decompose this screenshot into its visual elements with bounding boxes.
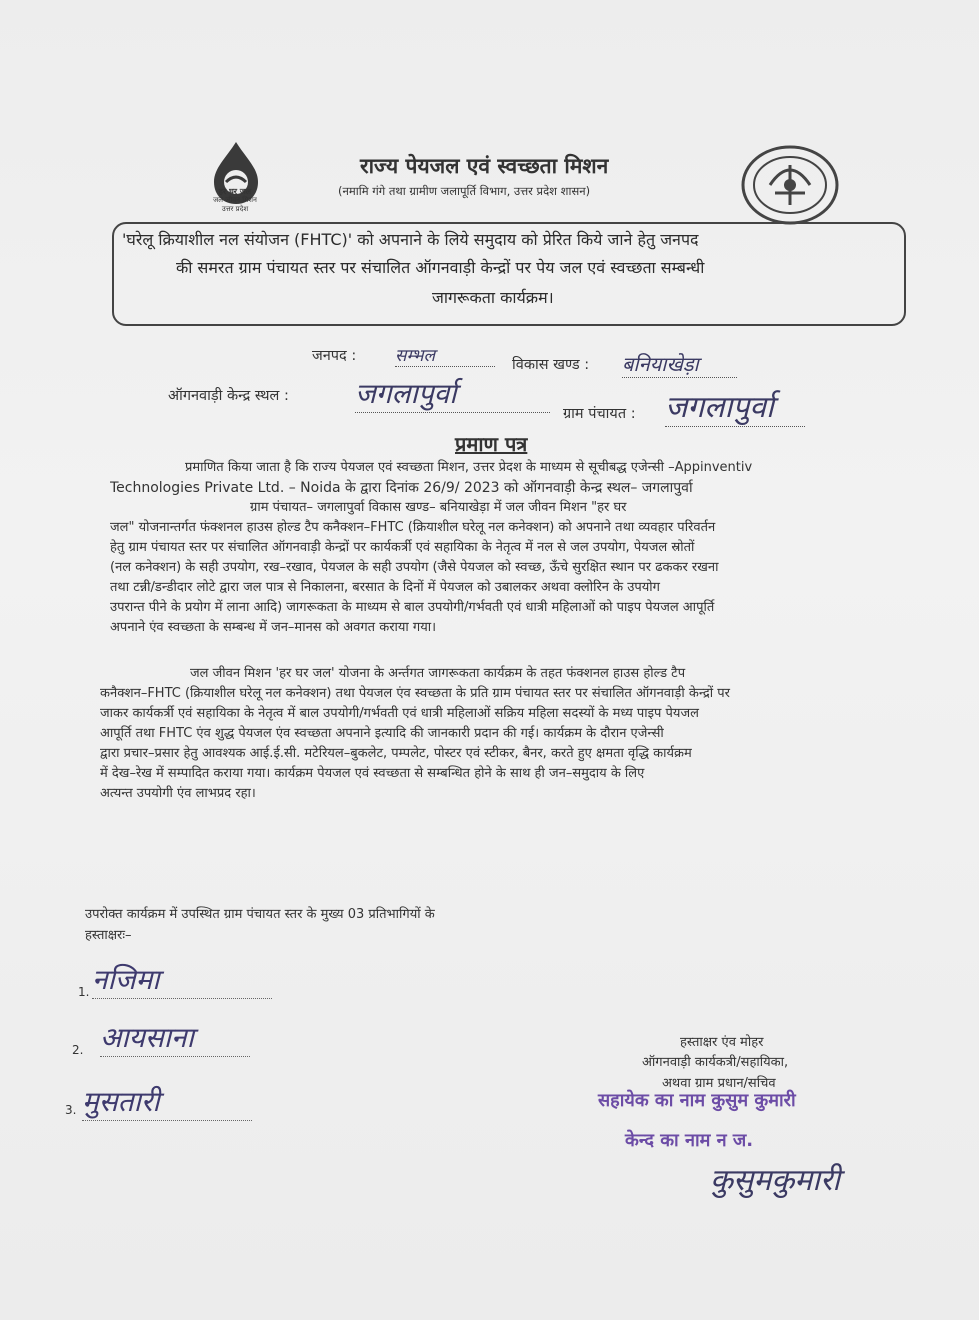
- program-title-line-1: 'घरेलू क्रियाशील नल संयोजन (FHTC)' को अपनाने के लिये समुदाय को प्रेरित किये जाने हेतु जनपद: [122, 230, 699, 249]
- certificate-paragraph-1: [110, 458, 905, 638]
- paragraph-1-line: अपनाने एंव स्वच्छता के सम्बन्ध में जन–मानस को अवगत कराया गया।: [110, 620, 437, 635]
- logo-caption-1: हर घर जल: [218, 187, 252, 196]
- paragraph-2-line: अत्यन्त उपयोगी एंव लाभप्रद रहा।: [100, 786, 256, 801]
- gram-panchayat-label: ग्राम पंचायत :: [563, 406, 636, 422]
- stamp-line-2: केन्द का नाम न ज.: [625, 1130, 754, 1151]
- paragraph-1-line: (नल कनेक्शन) के सही उपयोग, रख–रखाव, पेयजल के सही उपयोग (जैसे पेयजल को स्वच्छ, ऊँचे सुरक्षित स्थान पर ढककर रखना: [110, 560, 719, 575]
- department-subtitle: (नमामि गंगे तथा ग्रामीण जलापूर्ति विभाग, उत्तर प्रदेश शासन): [338, 184, 591, 198]
- logo-caption-2: जल जीवन मिशन: [213, 196, 257, 204]
- paragraph-1-line: तथा टन्नी/डन्डीदार लोटे द्वारा जल पात्र से निकालना, बरसात के दिनों में पेयजल को उबालकर अथवा क्लोरिन के उपयोग: [110, 580, 660, 595]
- signature-number: 3.: [65, 1103, 77, 1117]
- paragraph-2-line: कनैक्शन–FHTC (क्रियाशील घरेलू नल कनेक्शन) तथा पेयजल एंव स्वच्छता के प्रति ग्राम पंचायत स्तर पर संचालित ऑगनवाड़ी केन्द्रों पर: [100, 686, 730, 701]
- paragraph-1-line: उपरान्त पीने के प्रयोग में लाना आदि) जागरूकता के माध्यम से बाल उपयोगी/गर्भवती एवं धात्री महिलाओं को पाइप पेयजल आपूर्ति: [110, 600, 715, 615]
- paragraph-1-line: हेतु ग्राम पंचायत स्तर पर संचालित ऑगनवाड़ी केन्द्रों पर कार्यकर्त्री एवं सहायिका के नेतृत्व में नल से जल उपयोग, पेयजल स्रोतों: [110, 540, 695, 555]
- paragraph-1-line: जल" योजनान्तर्गत फंक्शनल हाउस होल्ड टैप कनैक्शन–FHTC (क्रियाशील घरेलू नल कनेक्शन) को अपनाने तथा व्यवहार परिवर्तन: [110, 520, 716, 535]
- logo-caption-3: उत्तर प्रदेश: [221, 205, 249, 213]
- program-title-line-3: जागरूकता कार्यक्रम।: [432, 288, 554, 307]
- anganwadi-label: ऑगनवाड़ी केन्द्र स्थल :: [168, 388, 289, 404]
- signatures-intro-line-1: उपरोक्त कार्यक्रम में उपस्थित ग्राम पंचायत स्तर के मुख्य 03 प्रतिभागियों के: [85, 907, 435, 922]
- participant-signature-1: नजिमा: [92, 960, 272, 999]
- certificate-heading: प्रमाण पत्र: [455, 432, 528, 456]
- signatory-line-2: ऑगनवाड़ी कार्यकत्री/सहायिका,: [642, 1055, 789, 1070]
- program-title-box: [112, 222, 906, 326]
- uttar-pradesh-seal-emblem: [740, 145, 840, 225]
- paragraph-2-line: जल जीवन मिशन 'हर घर जल' योजना के अर्न्तगत जागरूकता कार्यक्रम के तहत फंक्शनल हाउस होल्ड टैप: [190, 666, 686, 681]
- janpad-value: सम्भल: [395, 343, 495, 367]
- signatory-line-3: अथवा ग्राम प्रधान/सचिव: [662, 1076, 776, 1091]
- department-title: राज्य पेयजल एवं स्वच्छता मिशन: [360, 154, 609, 178]
- paragraph-2-line: द्वारा प्रचार–प्रसार हेतु आवश्यक आई.ई.सी. मटेरियल–बुकलेट, पम्पलेट, पोस्टर एवं स्टीकर, बैनर, करते हुए क्षमता वृद्धि कार्यक्रम: [100, 746, 692, 761]
- participant-signature-2: आयसाना: [100, 1018, 250, 1057]
- paragraph-1-line: ग्राम पंचायत– जगलापुर्वा विकास खण्ड– बनियाखेड़ा में जल जीवन मिशन "हर घर: [250, 500, 627, 515]
- worker-signature: कुसुमकुमारी: [710, 1163, 841, 1198]
- certificate-paragraph-2: [100, 664, 912, 804]
- paragraph-2-line: आपूर्ति तथा FHTC एंव शुद्ध पेयजल एंव स्वच्छता अपनाने इत्यादि की जानकारी प्रदान की गई। कार्यक्रम के दौरान एजेन्सी: [100, 726, 664, 741]
- signatory-line-1: हस्ताक्षर एंव मोहर: [680, 1035, 764, 1050]
- signature-number: 2.: [72, 1043, 84, 1057]
- stamp-line-1: सहायेक का नाम कुसुम कुमारी: [598, 1090, 796, 1111]
- anganwadi-value: जगलापुर्वा: [355, 374, 550, 413]
- signature-number: 1.: [78, 985, 90, 999]
- signatures-intro-line-2: हस्ताक्षरः–: [85, 928, 132, 943]
- paragraph-2-line: में देख–रेख में सम्पादित कराया गया। कार्यक्रम पेयजल एवं स्वच्छता से सम्बन्धित होने के साथ ही जन–समुदाय के लिए: [100, 766, 645, 781]
- paragraph-1-line: प्रमाणित किया जाता है कि राज्य पेयजल एवं स्वच्छता मिशन, उत्तर प्रेदश के माध्यम से सूचीबद्ध एजेन्सी –Appinventiv: [185, 460, 753, 475]
- paragraph-1-line: Technologies Private Ltd. – Noida के द्वारा दिनांक 26/9/ 2023 को ऑगनवाड़ी केन्द्र स्थल– जगलापुर्वा: [110, 480, 693, 496]
- vikas-khand-label: विकास खण्ड :: [512, 357, 590, 373]
- gram-panchayat-value: जगलापुर्वा: [665, 385, 805, 427]
- program-title-line-2: की समरत ग्राम पंचायत स्तर पर संचालित ऑगनवाड़ी केन्द्रों पर पेय जल एवं स्वच्छता सम्बन्धी: [176, 258, 705, 277]
- participant-signature-3: मुसतारी: [82, 1082, 252, 1121]
- janpad-label: जनपद :: [312, 348, 357, 364]
- vikas-khand-value: बनियाखेड़ा: [622, 350, 737, 378]
- paragraph-2-line: जाकर कार्यकर्त्री एवं सहायिका के नेतृत्व में बाल उपयोगी/गर्भवती एवं धात्री महिलाओं सक्रिय महिला सदस्यों के मध्य पाइप पेयजल: [100, 706, 699, 721]
